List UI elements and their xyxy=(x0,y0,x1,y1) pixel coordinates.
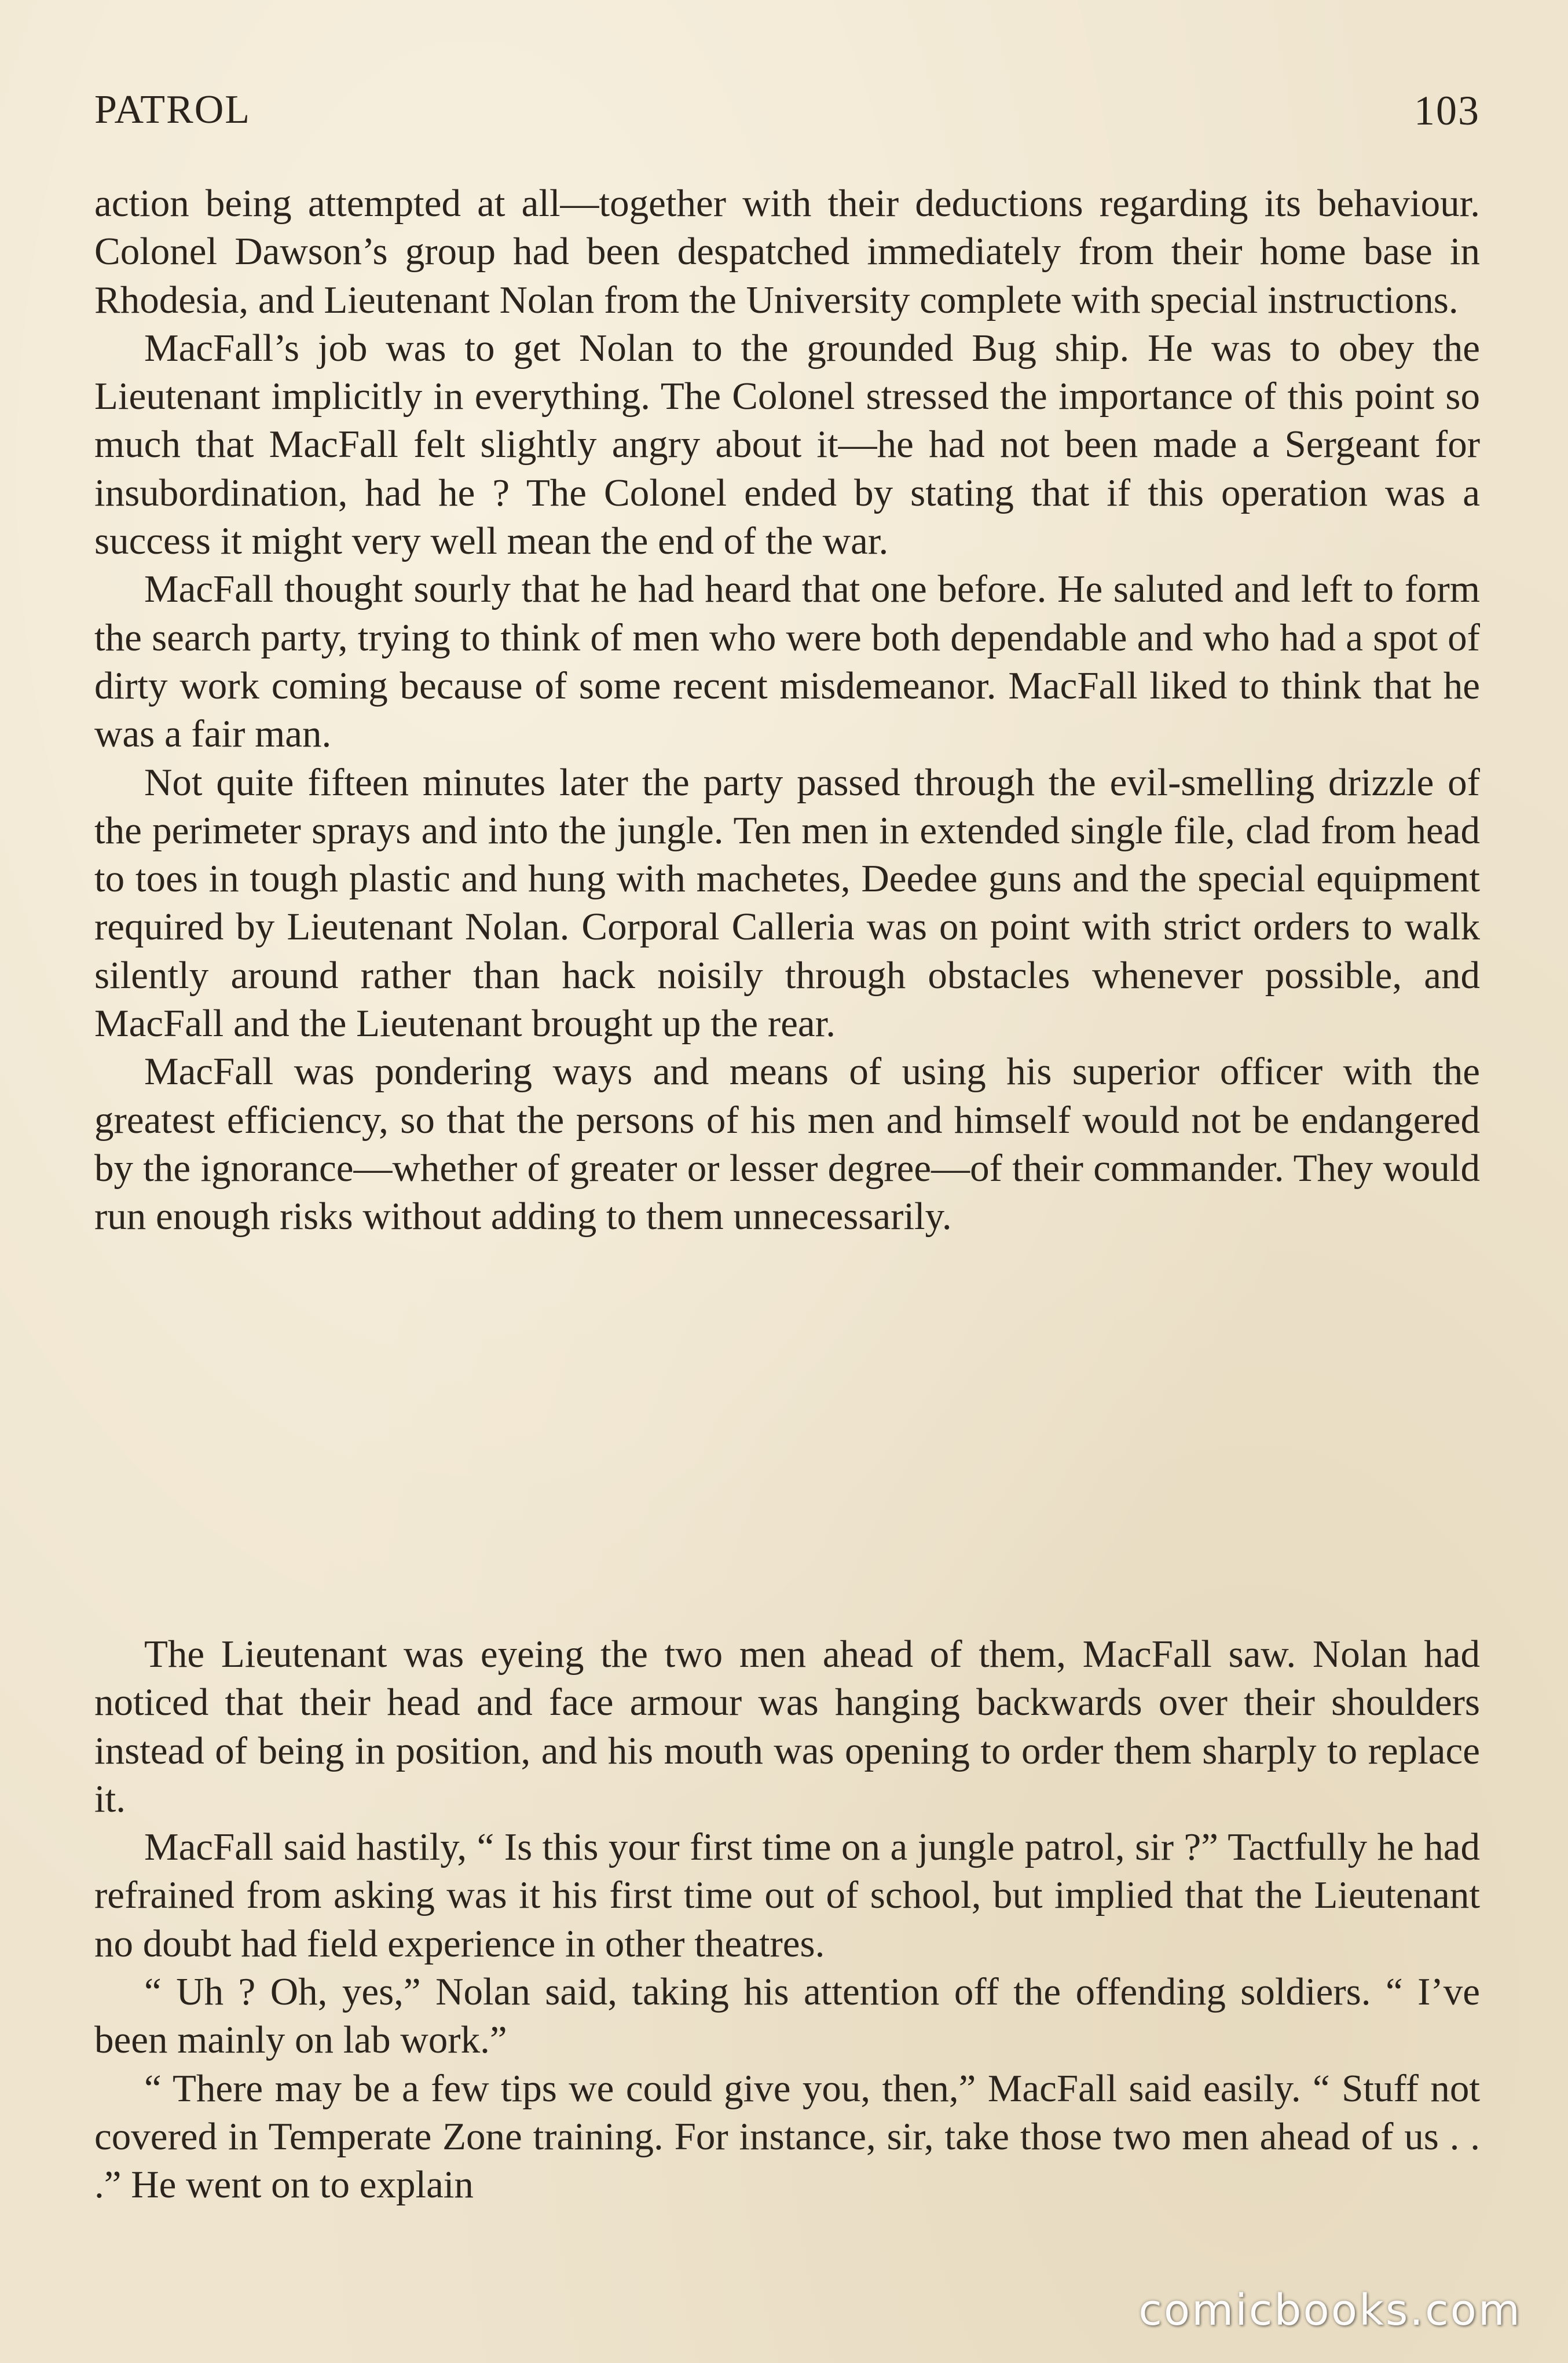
watermark: comicbooks.com xyxy=(1138,2285,1522,2335)
paragraph: “ There may be a few tips we could give you, then,” MacFall said easily. “ Stuff not covered in Temperate Zone training. For instance, sir, take those two men ahead of us . . .” He went on to explain xyxy=(94,2066,1480,2207)
paragraph: “ Uh ? Oh, yes,” Nolan said, taking his attention off the offending soldiers. “ I’ve been mainly on lab work.” xyxy=(94,1970,1480,2062)
paragraph: action being attempted at all—together with their deductions regarding its behaviour. Colonel Dawson’s group had been despatched immediately from their home base in Rhodesia, and Lieutenant Nolan from the University complete with special instructions. xyxy=(94,182,1480,321)
paragraph: MacFall said hastily, “ Is this your first time on a jungle patrol, sir ?” Tactfully he had refrained from asking was it his first time out of school, but implied that the Lieutenant no doubt had field experience in other theatres. xyxy=(94,1826,1480,1965)
paragraph: MacFall’s job was to get Nolan to the grounded Bug ship. He was to obey the Lieutenant implicitly in everything. The Colonel stressed the importance of this point so much that MacFall felt slightly angry about it—he had not been made a Sergeant for insubordination, had he ? The Colonel ended by stating that if this operation was a success it might very well mean the end of the war. xyxy=(94,326,1480,563)
paragraph: MacFall thought sourly that he had heard that one before. He saluted and left to form the search party, trying to think of men who were both dependable and who had a spot of dirty work coming because of some recent misdemeanor. MacFall liked to think that he was a fair man. xyxy=(94,568,1480,756)
page-number: 103 xyxy=(1414,87,1480,134)
paragraph: MacFall was pondering ways and means of using his superior officer with the greatest efficiency, so that the persons of his men and himself would not be endangered by the ignorance—whether of greater or lesser degree—of their commander. They would run enough risks without adding to them unnecessarily. xyxy=(94,1050,1480,1238)
text-block-before-break xyxy=(94,180,1480,1241)
paragraph: The Lieutenant was eyeing the two men ahead of them, MacFall saw. Nolan had noticed that their head and face armour was hanging backwards over their shoulders instead of being in position, and his mouth was opening to order them sharply to replace it. xyxy=(94,1633,1480,1820)
running-title: PATROL xyxy=(94,87,251,132)
paragraph: Not quite fifteen minutes later the party passed through the evil-smelling drizzle of the perimeter sprays and into the jungle. Ten men in extended single file, clad from head to toes in tough plastic and hung with machetes, Deedee guns and the special equipment required by Lieutenant Nolan. Corporal Calleria was on point with strict orders to walk silently around rather than hack noisily through obstacles whenever possible, and MacFall and the Lieutenant brought up the rear. xyxy=(94,760,1480,1045)
running-head xyxy=(94,87,1480,145)
text-block-after-break xyxy=(94,1630,1480,2210)
